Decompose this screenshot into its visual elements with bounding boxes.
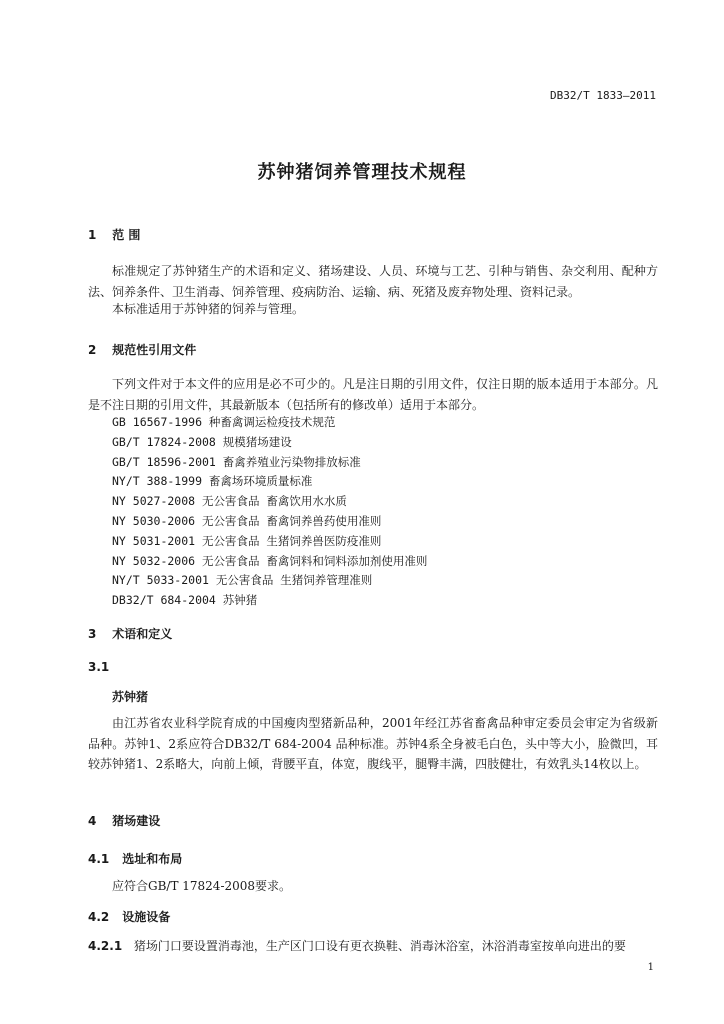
document-title: 苏钟猪饲养管理技术规程 xyxy=(257,162,467,183)
section-number: 1 xyxy=(88,228,97,242)
subsection-heading-4-1 xyxy=(88,850,182,867)
section-title: 猪场建设 xyxy=(112,814,161,828)
paragraph: 标准规定了苏钟猪生产的术语和定义、猪场建设、人员、环境与工艺、引种与销售、杂交利用、配种方法、饲养条件、卫生消毒、饲养管理、疫病防治、运输、病、死猪及废弃物处理、资料记录。 xyxy=(88,264,658,299)
reference-item: NY/T 5033-2001 无公害食品 生猪饲养管理准则 xyxy=(112,573,373,588)
paragraph: 应符合GB/T 17824-2008要求。 xyxy=(112,879,292,893)
reference-item: DB32/T 684-2004 苏钟猪 xyxy=(112,593,258,608)
subsection-title: 选址和布局 xyxy=(122,852,183,866)
reference-item: NY 5030-2006 无公害食品 畜禽饲养兽药使用准则 xyxy=(112,513,382,528)
paragraph: 本标准适用于苏钟猪的饲养与管理。 xyxy=(112,302,305,316)
term-definition: 由江苏省农业科学院育成的中国瘦肉型猪新品种，2001年经江苏省畜禽品种审定委员会审定为省级新品种。苏钟1、2系应符合DB32/T 684-2004 品种标准。苏钟4系全身被毛白色，头中等大小，脸微凹，耳较苏钟猪1、2系略大，向前上倾，背腰平直，体宽，腹线平，腿臀丰满，四肢健壮，有效乳头14枚以上。 xyxy=(88,716,658,771)
section-title: 术语和定义 xyxy=(112,627,173,641)
section-number: 3 xyxy=(88,627,97,641)
subsection-number: 4.1 xyxy=(88,852,110,866)
reference-item: GB/T 17824-2008 规模猪场建设 xyxy=(112,434,292,449)
section-heading-1 xyxy=(88,226,140,243)
subsection-title: 设施设备 xyxy=(122,910,171,924)
subsection-number-3-1: 3.1 xyxy=(88,660,110,674)
reference-item: NY 5032-2006 无公害食品 畜禽饲料和饲料添加剂使用准则 xyxy=(112,553,428,568)
clause-number: 4.2.1 xyxy=(88,939,123,953)
section-number: 2 xyxy=(88,343,97,357)
subsection-number: 4.2 xyxy=(88,910,110,924)
section-heading-2 xyxy=(88,341,196,358)
section-title: 范 围 xyxy=(112,228,141,242)
reference-item: GB/T 18596-2001 畜禽养殖业污染物排放标准 xyxy=(112,454,361,469)
paragraph: 下列文件对于本文件的应用是必不可少的。凡是注日期的引用文件，仅注日期的版本适用于本部分。凡是不注日期的引用文件，其最新版本（包括所有的修改单）适用于本部分。 xyxy=(88,377,658,412)
section-number: 4 xyxy=(88,814,97,828)
section-title: 规范性引用文件 xyxy=(112,343,197,357)
reference-item: NY 5027-2008 无公害食品 畜禽饮用水水质 xyxy=(112,494,347,509)
reference-list xyxy=(112,413,427,611)
subsection-heading-4-2 xyxy=(88,908,170,925)
section-heading-3 xyxy=(88,625,172,642)
reference-item: GB 16567-1996 种畜禽调运检疫技术规范 xyxy=(112,415,336,429)
reference-item: NY/T 388-1999 畜禽场环境质量标准 xyxy=(112,474,313,489)
reference-item: NY 5031-2001 无公害食品 生猪饲养兽医防疫准则 xyxy=(112,533,382,548)
term-name: 苏钟猪 xyxy=(112,690,149,704)
clause-text: 猪场门口要设置消毒池，生产区门口设有更衣换鞋、消毒沐浴室，沐浴消毒室按单向进出的要 xyxy=(133,939,626,953)
page-number: 1 xyxy=(647,962,654,973)
clause-4-2-1 xyxy=(88,937,626,954)
section-heading-4 xyxy=(88,812,160,829)
standard-code: DB32/T 1833—2011 xyxy=(550,89,656,102)
